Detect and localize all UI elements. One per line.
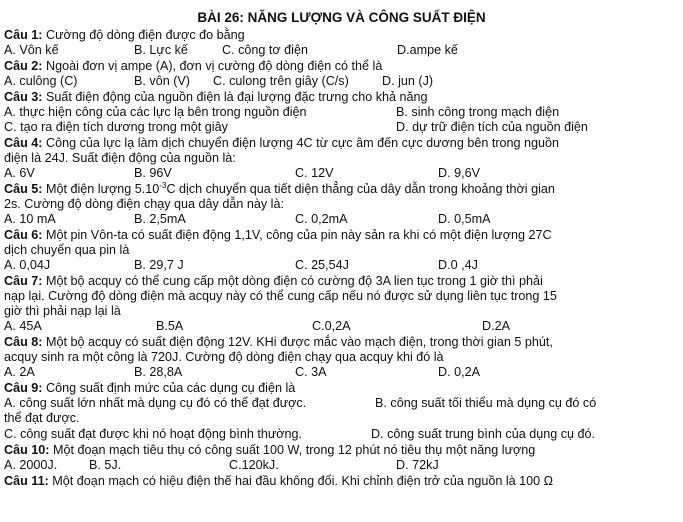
question-9-options-row2 (4, 411, 80, 426)
question-text: giờ thì phải nạp lại là (4, 304, 121, 318)
option-c: C. culong trên giây (C/s) (213, 74, 349, 88)
exponent: -3 (159, 181, 167, 190)
option-b: B. 2,5mA (134, 212, 186, 226)
option-c: C.120kJ. (229, 458, 279, 472)
question-text: điện là 24J. Suất điện động của nguồn là: (4, 151, 236, 165)
question-5-options (4, 212, 680, 227)
question-8-options (4, 365, 680, 380)
question-text: Cường độ dòng điện được đo bằng (42, 28, 245, 42)
question-2 (4, 59, 382, 74)
option-c: C.0,2A (312, 319, 351, 333)
option-b: B. sinh công trong mạch điện (396, 105, 560, 119)
option-b: B.5A (156, 319, 184, 333)
option-c: C. công tơ điện (222, 43, 308, 57)
question-3 (4, 90, 428, 105)
question-label: Câu 4: (4, 136, 43, 150)
question-text: Một đoạn mạch có hiệu điện thế hai đầu không đổi. Khi chỉnh điện trở của nguồn là 100 Ω (48, 474, 554, 488)
question-label: Câu 2: (4, 59, 43, 73)
question-label: Câu 1: (4, 28, 43, 42)
option-d: D. 9,6V (438, 166, 480, 180)
option-d: D.ampe kế (397, 43, 458, 57)
option-a: A. 45A (4, 319, 42, 333)
question-text: Công suất định mức của các dụng cụ điện là (42, 381, 296, 395)
option-b: B. Lực kế (134, 43, 188, 57)
question-text: 2s. Cường độ dòng điện chạy qua dây dẫn này là: (4, 197, 284, 211)
question-11 (4, 474, 680, 489)
option-d: D. dự trữ điện tích của nguồn điện (396, 120, 588, 134)
question-text: dịch chuyển qua pin là (4, 243, 130, 257)
option-d: D.0 ,4J (438, 258, 478, 272)
option-a: A. 2000J. (4, 458, 58, 472)
question-text: acquy sinh ra một công là 720J. Cường độ dòng điện chạy qua acquy khi đó là (4, 350, 444, 364)
question-label: Câu 7: (4, 274, 43, 288)
question-label: Câu 5: (4, 182, 43, 196)
question-text: Suất điện động của nguồn điện là đại lượng đặc trưng cho khả năng (42, 90, 428, 104)
option-b: B. 96V (134, 166, 172, 180)
option-b: B. 5J. (89, 458, 122, 472)
question-3-options-row2 (4, 120, 680, 135)
option-c: C. 12V (295, 166, 334, 180)
question-7-options (4, 319, 680, 334)
question-text: nạp lại. Cường độ dòng điện mà acquy này có thể cung cấp nếu nó được sử dụng liên tục trong 15 (4, 289, 557, 303)
question-10 (4, 443, 535, 458)
question-text: Công của lực lạ làm dịch chuyển điện lượng 4C từ cực âm đến cực dương bên trong nguồn (42, 136, 560, 150)
option-d: D.2A (482, 319, 510, 333)
option-c: C. tạo ra điện tích dương trong một giây (4, 120, 228, 134)
option-b: B. công suất tối thiểu mà dụng cụ đó có (375, 396, 597, 410)
question-7-continued (4, 289, 557, 304)
question-8-continued (4, 350, 444, 365)
question-2-options (4, 74, 680, 89)
option-c: C. công suất đạt được khi nó hoạt động bình thường. (4, 427, 303, 441)
question-8 (4, 335, 553, 350)
question-6-continued (4, 243, 129, 258)
option-d: D. jun (J) (382, 74, 434, 88)
option-c: C. 0,2mA (295, 212, 348, 226)
question-5 (4, 182, 555, 197)
option-a: A. Vôn kế (4, 43, 59, 57)
question-1-options (4, 43, 680, 58)
question-text: Một đoạn mạch tiêu thụ có công suất 100 W, trong 12 phút nó tiêu thụ một năng lượng (49, 443, 536, 457)
option-c: C. 25,54J (295, 258, 349, 272)
option-b: B. 29,7 J (134, 258, 184, 272)
question-text: Ngoài đơn vị ampe (A), đơn vị cường độ dòng điện có thể là (42, 59, 383, 73)
question-label: Câu 10: (4, 443, 50, 457)
option-a: A. công suất lớn nhất mà dụng cụ đó có thể đạt được. (4, 396, 307, 410)
question-label: Câu 3: (4, 90, 43, 104)
option-d: D. 72kJ (396, 458, 439, 472)
question-6 (4, 228, 552, 243)
option-a: A. 6V (4, 166, 35, 180)
option-a: A. 2A (4, 365, 35, 379)
worksheet-title: BÀI 26: NĂNG LƯỢNG VÀ CÔNG SUẤT ĐIỆN (197, 10, 486, 25)
question-9-options-row3 (4, 427, 680, 442)
question-text: Một pin Vôn-ta có suất điện động 1,1V, công của pin này sản ra khi có một điện lượng 27C (42, 228, 552, 242)
question-text: Một điện lượng 5.10 (42, 182, 160, 196)
option-d: D. công suất trung bình của dụng cụ đó. (371, 427, 596, 441)
option-a: A. culông (C) (4, 74, 78, 88)
option-c: C. 3A (295, 365, 327, 379)
question-1 (4, 28, 245, 43)
question-10-options (4, 458, 680, 473)
option-d: D. 0,5mA (438, 212, 491, 226)
question-4-options (4, 166, 680, 181)
question-label: Câu 8: (4, 335, 43, 349)
question-5-continued (4, 197, 284, 212)
question-label: Câu 9: (4, 381, 43, 395)
question-label: Câu 11: (4, 474, 49, 488)
option-a: A. 0,04J (4, 258, 51, 272)
option-a: A. 10 mA (4, 212, 56, 226)
question-text: Một bộ acquy có thể cung cấp một dòng điện có cường độ 3A lien tục trong 1 giờ thì phải (42, 274, 543, 288)
question-4-continued (4, 151, 236, 166)
question-9 (4, 381, 295, 396)
question-7-continued-2 (4, 304, 121, 319)
question-4 (4, 136, 559, 151)
question-text-cont: C dịch chuyển qua tiết diện thẳng của dây dẫn trong khoảng thời gian (166, 182, 555, 196)
question-3-options-row1 (4, 105, 680, 120)
question-7 (4, 274, 543, 289)
option-b: B. 28,8A (134, 365, 183, 379)
question-6-options (4, 258, 680, 273)
option-b: B. vôn (V) (134, 74, 190, 88)
question-label: Câu 6: (4, 228, 43, 242)
option-d: D. 0,2A (438, 365, 480, 379)
option-a: A. thực hiện công của các lực lạ bên trong nguồn điện (4, 105, 307, 119)
question-text: Một bộ acquy có suất điện động 12V. KHi được mắc vào mạch điện, trong thời gian 5 phút, (42, 335, 553, 349)
question-9-options-row1 (4, 396, 680, 411)
option-b-continued: thể đạt được. (4, 411, 80, 425)
